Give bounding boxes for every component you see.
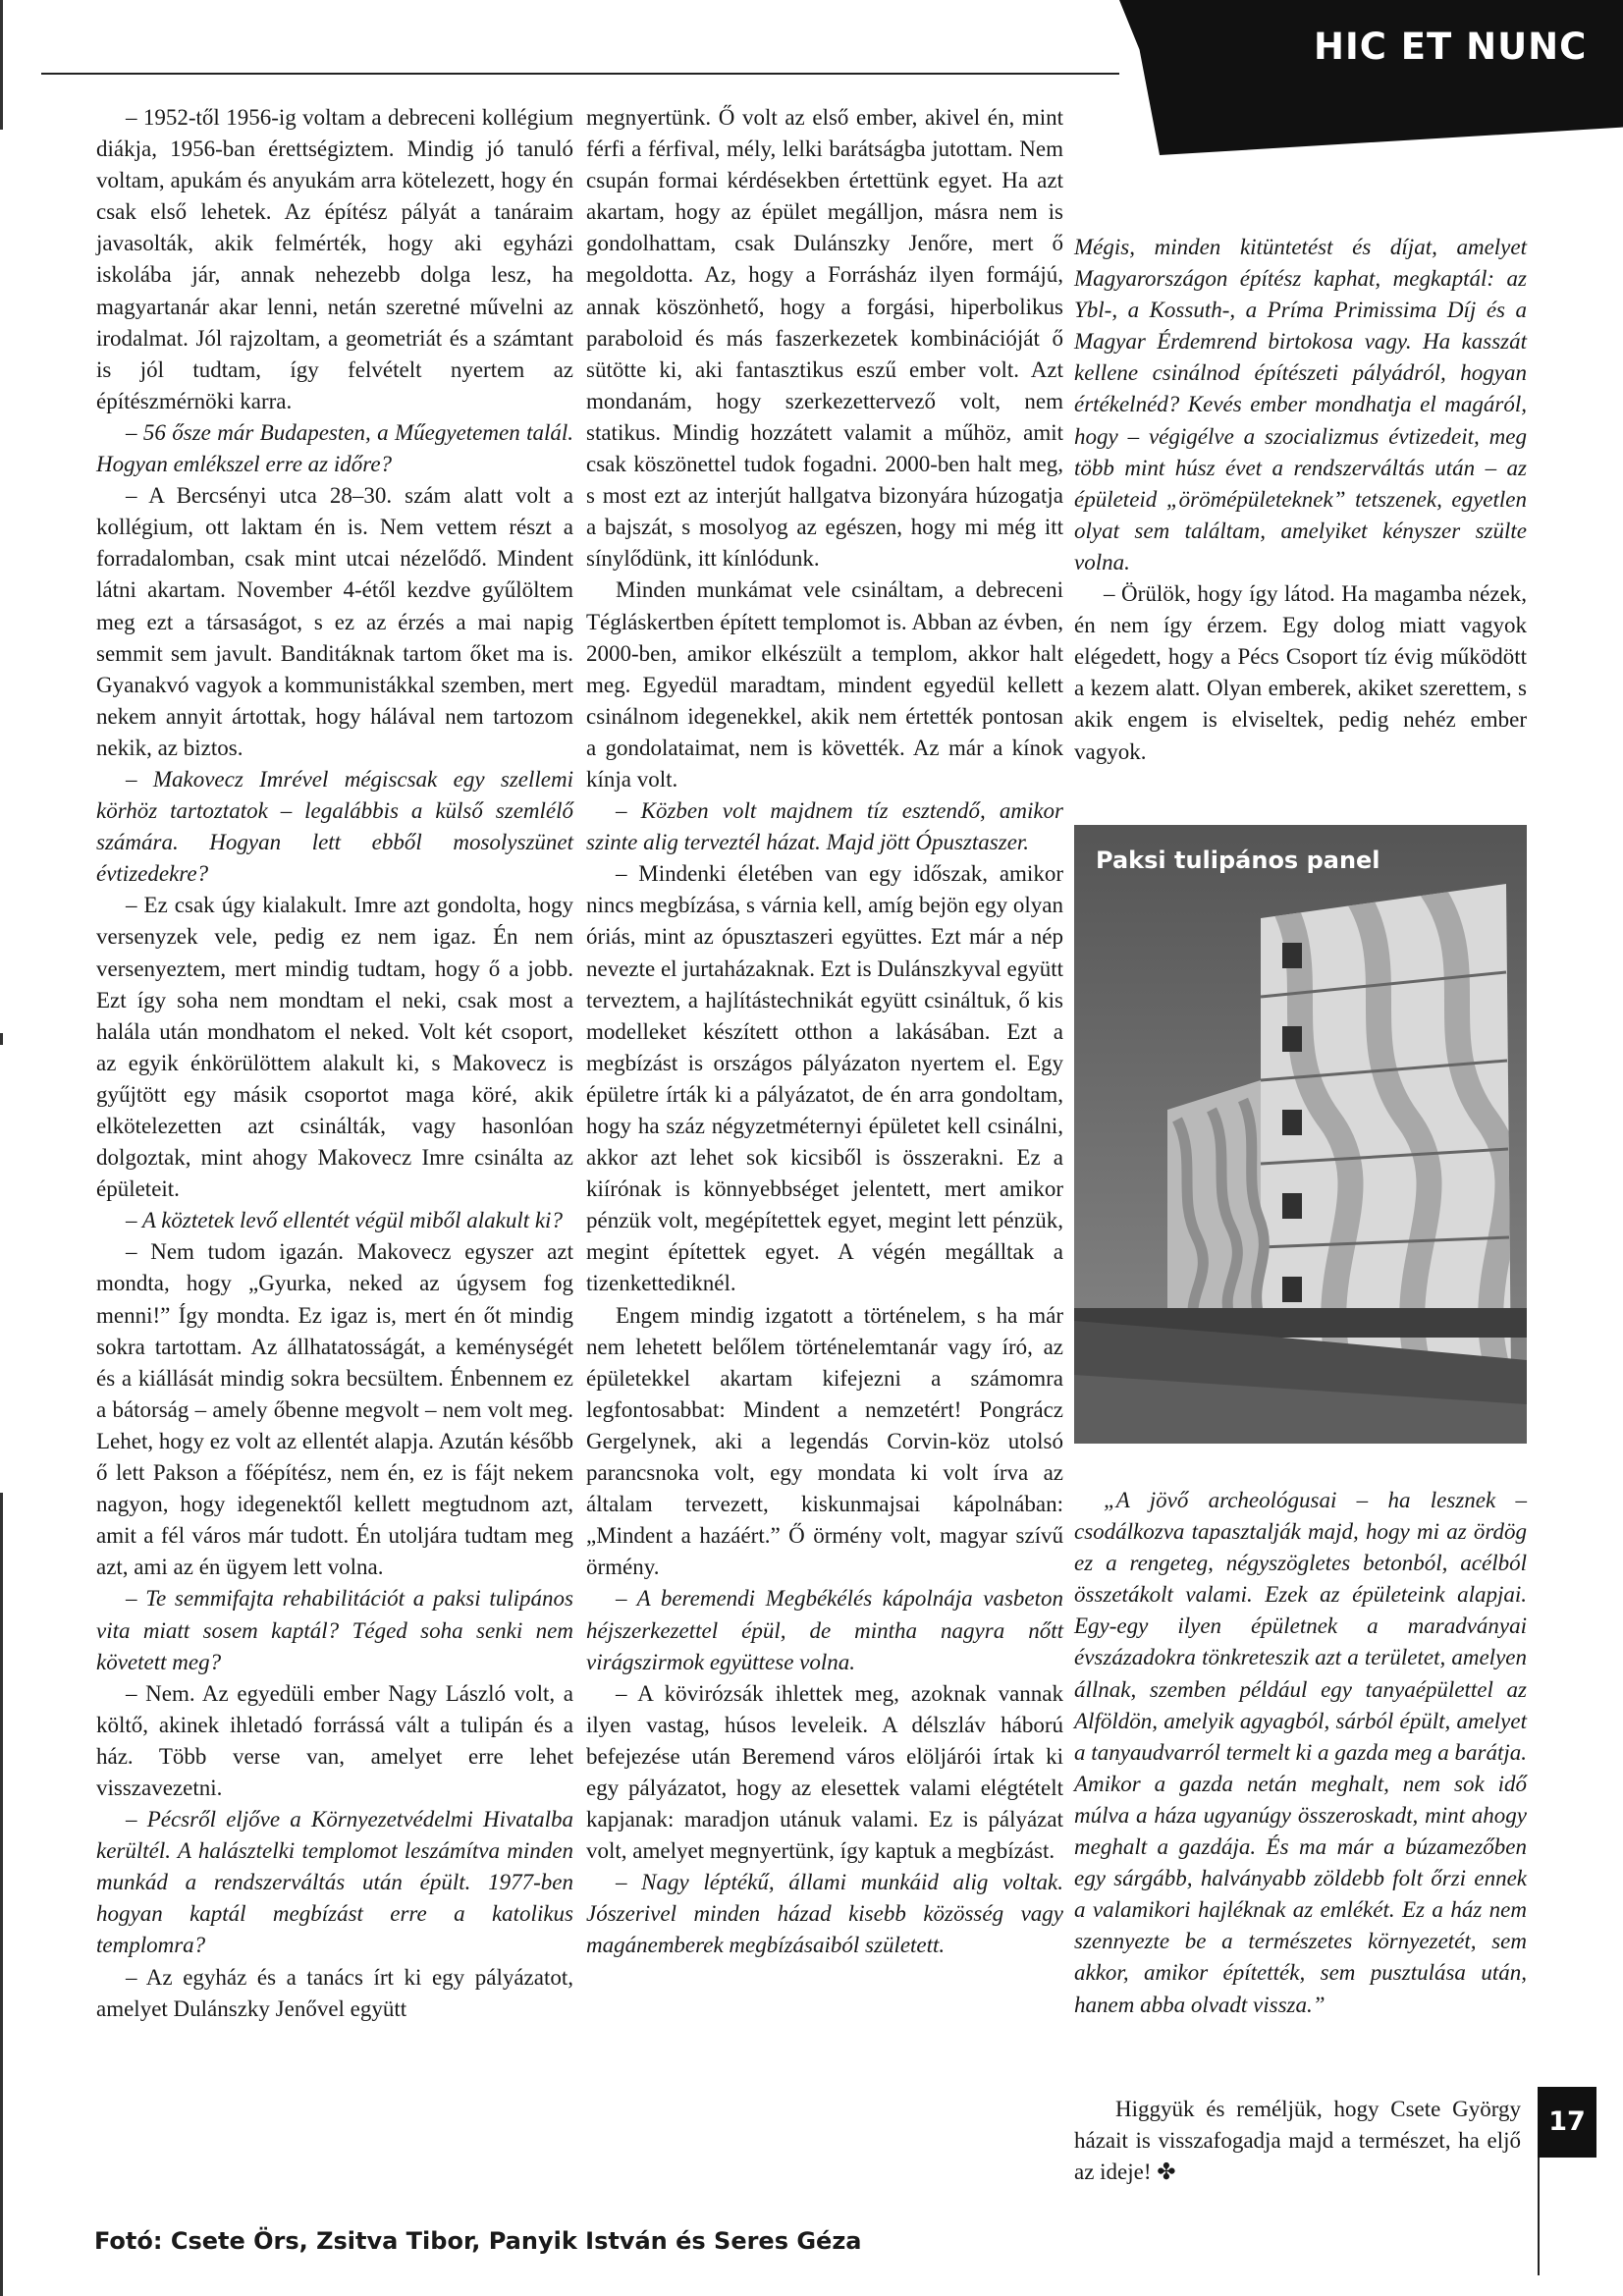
interview-answer: – Mindenki életében van egy időszak, amikor nincs megbízása, s várnia kell, amíg bejön egy olyan óriás, mint az ópusztaszeri együttes. Ezt már a nép nevezte el jurtaházaknak. Ezt is Dulánszkyval együtt terveztem, a hajlítástechnikát együtt csináltuk, ő kis modelleket készített otthon a lakásában. Ezt a megbízást is országos pályázaton nyertem el. Egy épületre írták ki a pályázatot, de én arra gondoltam, hogy ha száz négyzetméternyi épületet kell csinálni, akkor azt lehet sok kicsiből is összerakni. Ez a kiírónak is könnyebbséget jelentett, mert amikor pénzük volt, megépítettek egyet, megint lett pénzük, megint építettek egyet. A végén megálltak a tizenkettediknél. (586, 861, 1063, 1296)
interview-question: – 56 ősze már Budapesten, a Műegyetemen talál. Hogyan emlékszel erre az időre? (96, 419, 573, 477)
interview-question: – Makovecz Imrével mégiscsak egy szellemi körhöz tartoztatok – legalábbis a külső szemlélő számára. Hogyan lett ebből mosolyszünet évtizedekre? (96, 766, 573, 887)
closing-text: Higgyük és reméljük, hogy Csete György házait is visszafogadja majd a természet, ha eljő az ideje! (1074, 2097, 1521, 2185)
photo-panel (1074, 825, 1527, 1444)
text-column-2 (586, 102, 1063, 1962)
header-rule (41, 73, 1119, 75)
building-photo (1074, 825, 1527, 1444)
photo-caption: Paksi tulipános panel (1096, 847, 1380, 874)
interview-answer: – Ez csak úgy kialakult. Imre azt gondolta, hogy versenyzek vele, pedig ez nem igaz. Én nem versenyeztem, mert mindig tudtam, hogy ő a jobb. Ezt így soha nem mondtam el neki, csak most a halála után mondhatom el neked. Volt két csoport, az egyik énkörülöttem alakult ki, s Makovecz is gyűjtött egy másik csoportot maga köré, akik elkötelezetten azt csinálták, vagy hasonlóan dolgoztak, mint ahogy Makovecz Imre csinálta az épületeit. (96, 893, 573, 1202)
interview-answer: – Nem tudom igazán. Makovecz egyszer azt mondta, hogy „Gyurka, neked az úgysem fog menni!” Így mondta. Ez igaz is, mert én őt mindig sokra tartottam. Az állhatatosságát, a keménységét és a kiállását mindig sokra becsültem. Énbennem ez a bátorság – amely őbenne megvolt – nem volt meg. Lehet, hogy ez volt az ellentét alapja. Azután később ő lett Pakson a főépítész, nem én, ez is fájt nekem nagyon, hogy idegenektől kellett megtudnom azt, amit a fél város már tudott. Én utoljára tudtam meg azt, ami az én ügyem lett volna. (96, 1239, 573, 1580)
interview-question: – Te semmifajta rehabilitációt a paksi tulipános vita miatt sosem kaptál? Téged soha senki nem követett meg? (96, 1586, 573, 1674)
pull-quote (1074, 1485, 1527, 2021)
interview-answer: – Az egyház és a tanács írt ki egy pályázatot, amelyet Dulánszky Jenővel együtt (96, 1964, 573, 2021)
interview-answer: – 1952-től 1956-ig voltam a debreceni kollégium diákja, 1956-ban érettségiztem. Mindig jó tanuló voltam, apukám és anyukám arra kötelezett, hogy én csak első lehetek. Az építész pályát a tanáraim javasolták, akik felmérték, hogy aki egyházi iskolába jár, annak nehezebb dolga lesz, ha magyartanár akar lenni, netán szeretné művelni az irodalmat. Jól rajzoltam, a geometriát és a számtant is jól tudtam, így felvételt nyertem az építészmérnöki karra. (96, 105, 573, 413)
interview-answer: – Örülök, hogy így látod. Ha magamba nézek, én nem így érzem. Egy dolog miatt vagyok elégedett, hogy a Pécs Csoport tíz évig működött a kezem alatt. Olyan emberek, akiket szerettem, s akik engem is elviseltek, pedig nehéz ember vagyok. (1074, 581, 1527, 764)
interview-question: – Nagy léptékű, állami munkáid alig voltak. Jószerivel minden házad kisebb közösség vagy magánemberek megbízásaiból született. (586, 1870, 1063, 1958)
section-title: HIC ET NUNC (1314, 26, 1588, 68)
text-column-3 (1074, 232, 1527, 768)
end-mark-icon: ✤ (1157, 2159, 1176, 2185)
interview-question: – Pécsről eljőve a Környezetvédelmi Hivatalba kerültél. A halásztelki templomot leszámítva minden munkád a rendszerváltás után épült. 1977-ben hogyan kaptál megbízást erre a katolikus templomra? (96, 1807, 573, 1958)
page-number: 17 (1538, 2087, 1596, 2158)
interview-question: Mégis, minden kitüntetést és díjat, amelyet Magyarországon építész kaphat, megkaptál: az Ybl-, a Kossuth-, a Príma Primissima Díj és a Magyar Érdemrend birtokosa vagy. Ha kasszát kellene csinálnod építészeti pályádról, hogyan értékelnéd? Kevés ember mondhatja el magáról, hogy – végigélve a szocializmus évtizedeit, meg több mint húsz évet a rendszerváltás után – az épületeid „örömépületeknek” tetszenek, egyetlen olyat sem találtam, amelyiket kényszer szülte volna. (1074, 235, 1527, 574)
section-banner (1119, 0, 1623, 155)
interview-answer: megnyertünk. Ő volt az első ember, akivel én, mint férfi a férfival, mély, lelki barátságba jutottam. Nem csupán formai kérdésekben értettünk egyet. Ha azt akartam, hogy az épület megálljon, másra nem is gondolhattam, csak Dulánszky Jenőre, mert ő megoldotta. Az, hogy a Forrásház ilyen formájú, annak köszönhető, hogy a forgási, hiperbolikus paraboloid és más faszerkezetek kombinációját ő sütötte ki, aki fantasztikus eszű ember volt. Azt mondanám, hogy szerkezettervező volt, nem statikus. Mindig hozzátett valamit a műhöz, amit csak köszönettel tudok fogadni. 2000-ben halt meg, s most ezt az interjút hallgatva bizonyára húzogatja a bajszát, s mosolyog az egészen, hogy mi még itt sínylődünk, itt kínlódunk. (586, 105, 1063, 572)
closing-paragraph (1074, 2094, 1521, 2188)
footer-rule (1538, 2158, 1540, 2275)
interview-answer: – A kövirózsák ihlettek meg, azoknak vannak ilyen vastag, húsos leveleik. A délszláv háború befejezése után Beremend város elöljárói írtak ki egy pályázatot, hogy az elesettek valami elégtételt kapjanak: maradjon utánuk valami. Ez is pályázat volt, amelyet megnyertünk, így kaptuk a megbízást. (586, 1680, 1063, 1864)
interview-answer: Engem mindig izgatott a történelem, s ha már nem lehetett belőlem történelemtanár vagy író, az épületekkel akartam kifejezni a számomra legfontosabbat: Mindent a nemzetért! Pongrácz Gergelynek, aki a legendás Corvin-köz utolsó parancsnoka volt, egy mondata ki volt írva az általam tervezett, kiskunmajsai kápolnában: „Mindent a hazáért.” Ő örmény volt, magyar szívű örmény. (586, 1302, 1063, 1580)
interview-question: – A beremendi Megbékélés kápolnája vasbeton héjszerkezettel épül, de mintha nagyra nőtt virágszirmok együttese volna. (586, 1586, 1063, 1674)
interview-answer: Minden munkámat vele csináltam, a debreceni Tégláskertben épített templomot is. Abban az évben, 2000-ben, amikor elkészült a templom, akkor halt meg. Egyedül maradtam, mindent egyedül kellett csinálnom idegenekkel, akik nem értették pontosan a gondolataimat, nem is követték. Az már a kínok kínja volt. (586, 577, 1063, 792)
photo-credit: Fotó: Csete Örs, Zsitva Tibor, Panyik István és Seres Géza (94, 2227, 862, 2255)
interview-question: – A köztetek levő ellentét végül miből alakult ki? (126, 1208, 563, 1233)
text-column-1 (96, 102, 573, 2025)
margin-mark-bottom (0, 1493, 3, 2296)
interview-question: – Közben volt majdnem tíz esztendő, amikor szinte alig terveztél házat. Majd jött Ópusztaszer. (586, 798, 1063, 855)
pull-quote-text: „A jövő archeológusai – ha lesznek – csodálkozva tapasztalják majd, hogy mi az ördög ez a rengeteg, négyszögletes betonból, acélból összetákolt valami. Ezek az épületeink alapjai. Egy-egy ilyen épületnek a maradványai évszázadokra tönkreteszik azt a területet, amelyen állnak, szemben például egy tanyaépülettel az Alföldön, amelyik agyagból, sárból épült, amelyet a tanyaudvarról termelt ki a gazda meg a barátja. Amikor a gazda netán meghalt, nem sok idő múlva a háza ugyanúgy összeroskadt, mint ahogy meghalt a gazdája. És ma már a búzamezőben egy sárgább, halványabb zöldebb folt őrzi ennek a valamikori hajléknak az emlékét. Ez a ház nem szennyezte be a természetes környezetét, sem akkor, amikor építették, sem pusztulása után, hanem abba olvadt vissza.” (1074, 1488, 1527, 2017)
interview-answer: – A Bercsényi utca 28–30. szám alatt volt a kollégium, ott laktam én is. Nem vettem részt a forradalomban, csak mint utcai nézelődő. Mindent látni akartam. November 4-étől kezdve gyűlöltem meg ezt a társaságot, s ez az érzés a mai napig semmit sem javult. Banditáknak tartom őket ma is. Gyanakvó vagyok a kommunistákkal szemben, mert nekem annyit ártottak, hogy hálával nem tartozom nekik, az biztos. (96, 483, 573, 760)
margin-mark-top (0, 0, 3, 130)
interview-answer: – Nem. Az egyedüli ember Nagy László volt, a költő, akinek ihletadó forrássá vált a tulipán és a ház. Több verse van, amelyet erre lehet visszavezetni. (96, 1680, 573, 1800)
margin-mark-middle (0, 1033, 3, 1045)
